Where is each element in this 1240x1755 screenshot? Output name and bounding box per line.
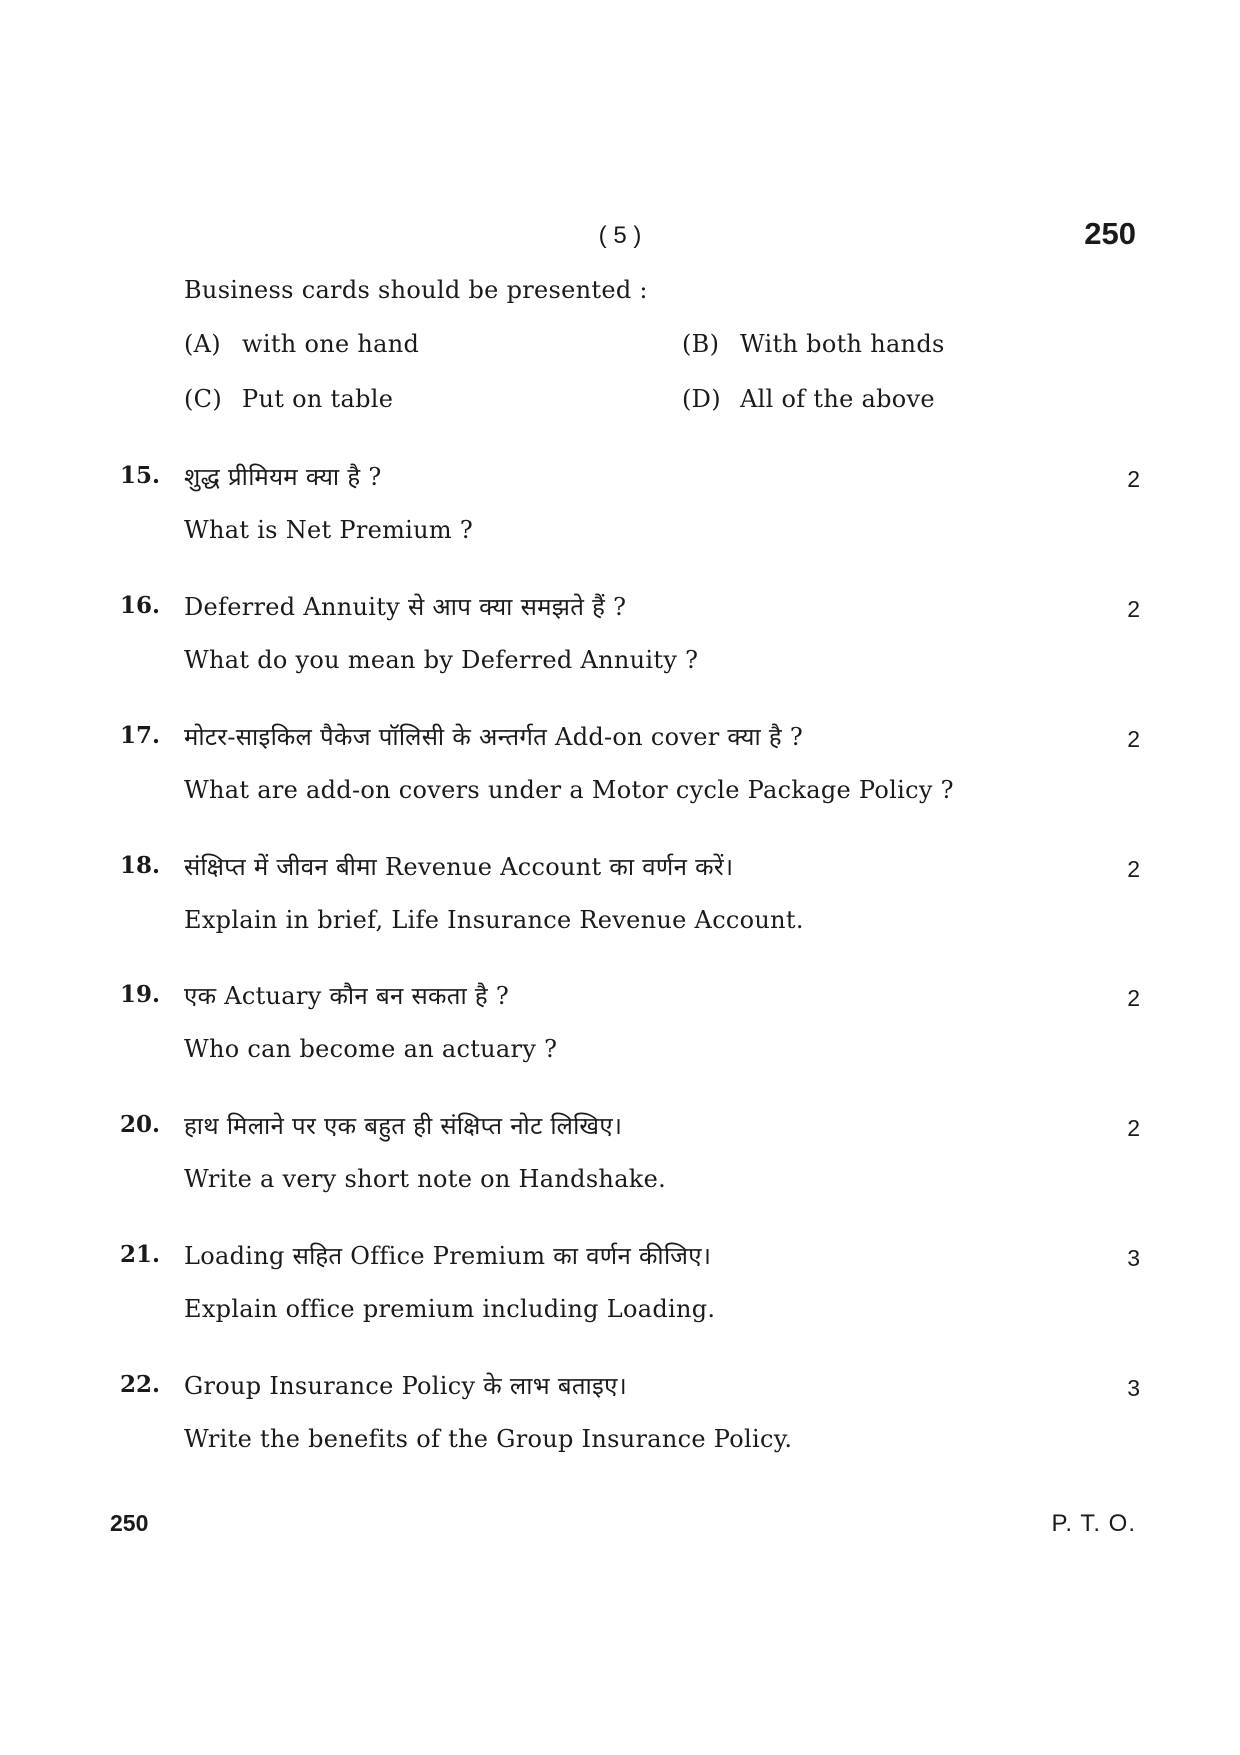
question-17	[120, 720, 1140, 830]
question-number: 20.	[120, 1111, 161, 1138]
page-number: ( 5 )	[598, 222, 642, 249]
question-marks: 3	[1127, 1245, 1140, 1271]
question-number: 16.	[120, 592, 161, 619]
question-marks: 2	[1127, 985, 1140, 1011]
option-label: (D)	[682, 385, 721, 413]
question-number: 17.	[120, 722, 161, 749]
question-marks: 2	[1127, 596, 1140, 622]
question-19	[120, 979, 1140, 1089]
question-hindi-text: संक्षिप्त में जीवन बीमा Revenue Account का वर्णन करें।	[184, 853, 734, 881]
question-english-text: Write a very short note on Handshake.	[184, 1165, 667, 1193]
option-label: (C)	[184, 385, 222, 413]
question-hindi-text: हाथ मिलाने पर एक बहुत ही संक्षिप्त नोट लिखिए।	[184, 1112, 623, 1140]
question-english-text: Explain in brief, Life Insurance Revenue Account.	[184, 906, 804, 934]
option-d	[682, 385, 935, 413]
question-english-text: What are add-on covers under a Motor cycle Package Policy ?	[184, 776, 954, 804]
question-hindi-text: शुद्ध प्रीमियम क्या है ?	[184, 463, 382, 491]
question-21	[120, 1239, 1140, 1349]
question-marks: 2	[1127, 856, 1140, 882]
option-label: (B)	[682, 330, 720, 358]
option-c	[184, 385, 393, 413]
question-hindi-text: मोटर-साइकिल पैकेज पॉलिसी के अन्तर्गत Add-on cover क्या है ?	[184, 723, 804, 751]
question-marks: 2	[1127, 466, 1140, 492]
option-b	[682, 330, 945, 358]
question-number: 15.	[120, 462, 161, 489]
option-a	[184, 330, 419, 358]
question-marks: 2	[1127, 726, 1140, 752]
question-marks: 3	[1127, 1375, 1140, 1401]
please-turn-over: P. T. O.	[1051, 1510, 1136, 1537]
question-english-text: What is Net Premium ?	[184, 516, 474, 544]
intro-question-text: Business cards should be presented :	[184, 276, 648, 304]
option-text: with one hand	[242, 330, 420, 358]
question-16	[120, 590, 1140, 700]
question-15	[120, 460, 1140, 570]
question-number: 18.	[120, 852, 161, 879]
question-number: 22.	[120, 1371, 161, 1398]
question-hindi-text: Loading सहित Office Premium का वर्णन कीजिए।	[184, 1242, 712, 1270]
question-hindi-text: Deferred Annuity से आप क्या समझते हैं ?	[184, 593, 627, 621]
question-english-text: Explain office premium including Loading.	[184, 1295, 716, 1323]
paper-code-header: 250	[1084, 216, 1136, 251]
option-text: Put on table	[242, 385, 394, 413]
question-number: 19.	[120, 981, 161, 1008]
option-text: All of the above	[740, 385, 935, 413]
question-number: 21.	[120, 1241, 161, 1268]
paper-code-footer: 250	[110, 1510, 149, 1536]
question-22	[120, 1369, 1140, 1479]
question-hindi-text: Group Insurance Policy के लाभ बताइए।	[184, 1372, 628, 1400]
option-label: (A)	[184, 330, 221, 358]
question-hindi-text: एक Actuary कौन बन सकता है ?	[184, 982, 510, 1010]
question-english-text: Write the benefits of the Group Insurance Policy.	[184, 1425, 793, 1453]
question-20	[120, 1109, 1140, 1219]
option-text: With both hands	[740, 330, 945, 358]
question-18	[120, 850, 1140, 960]
question-marks: 2	[1127, 1115, 1140, 1141]
question-english-text: Who can become an actuary ?	[184, 1035, 558, 1063]
question-english-text: What do you mean by Deferred Annuity ?	[184, 646, 699, 674]
